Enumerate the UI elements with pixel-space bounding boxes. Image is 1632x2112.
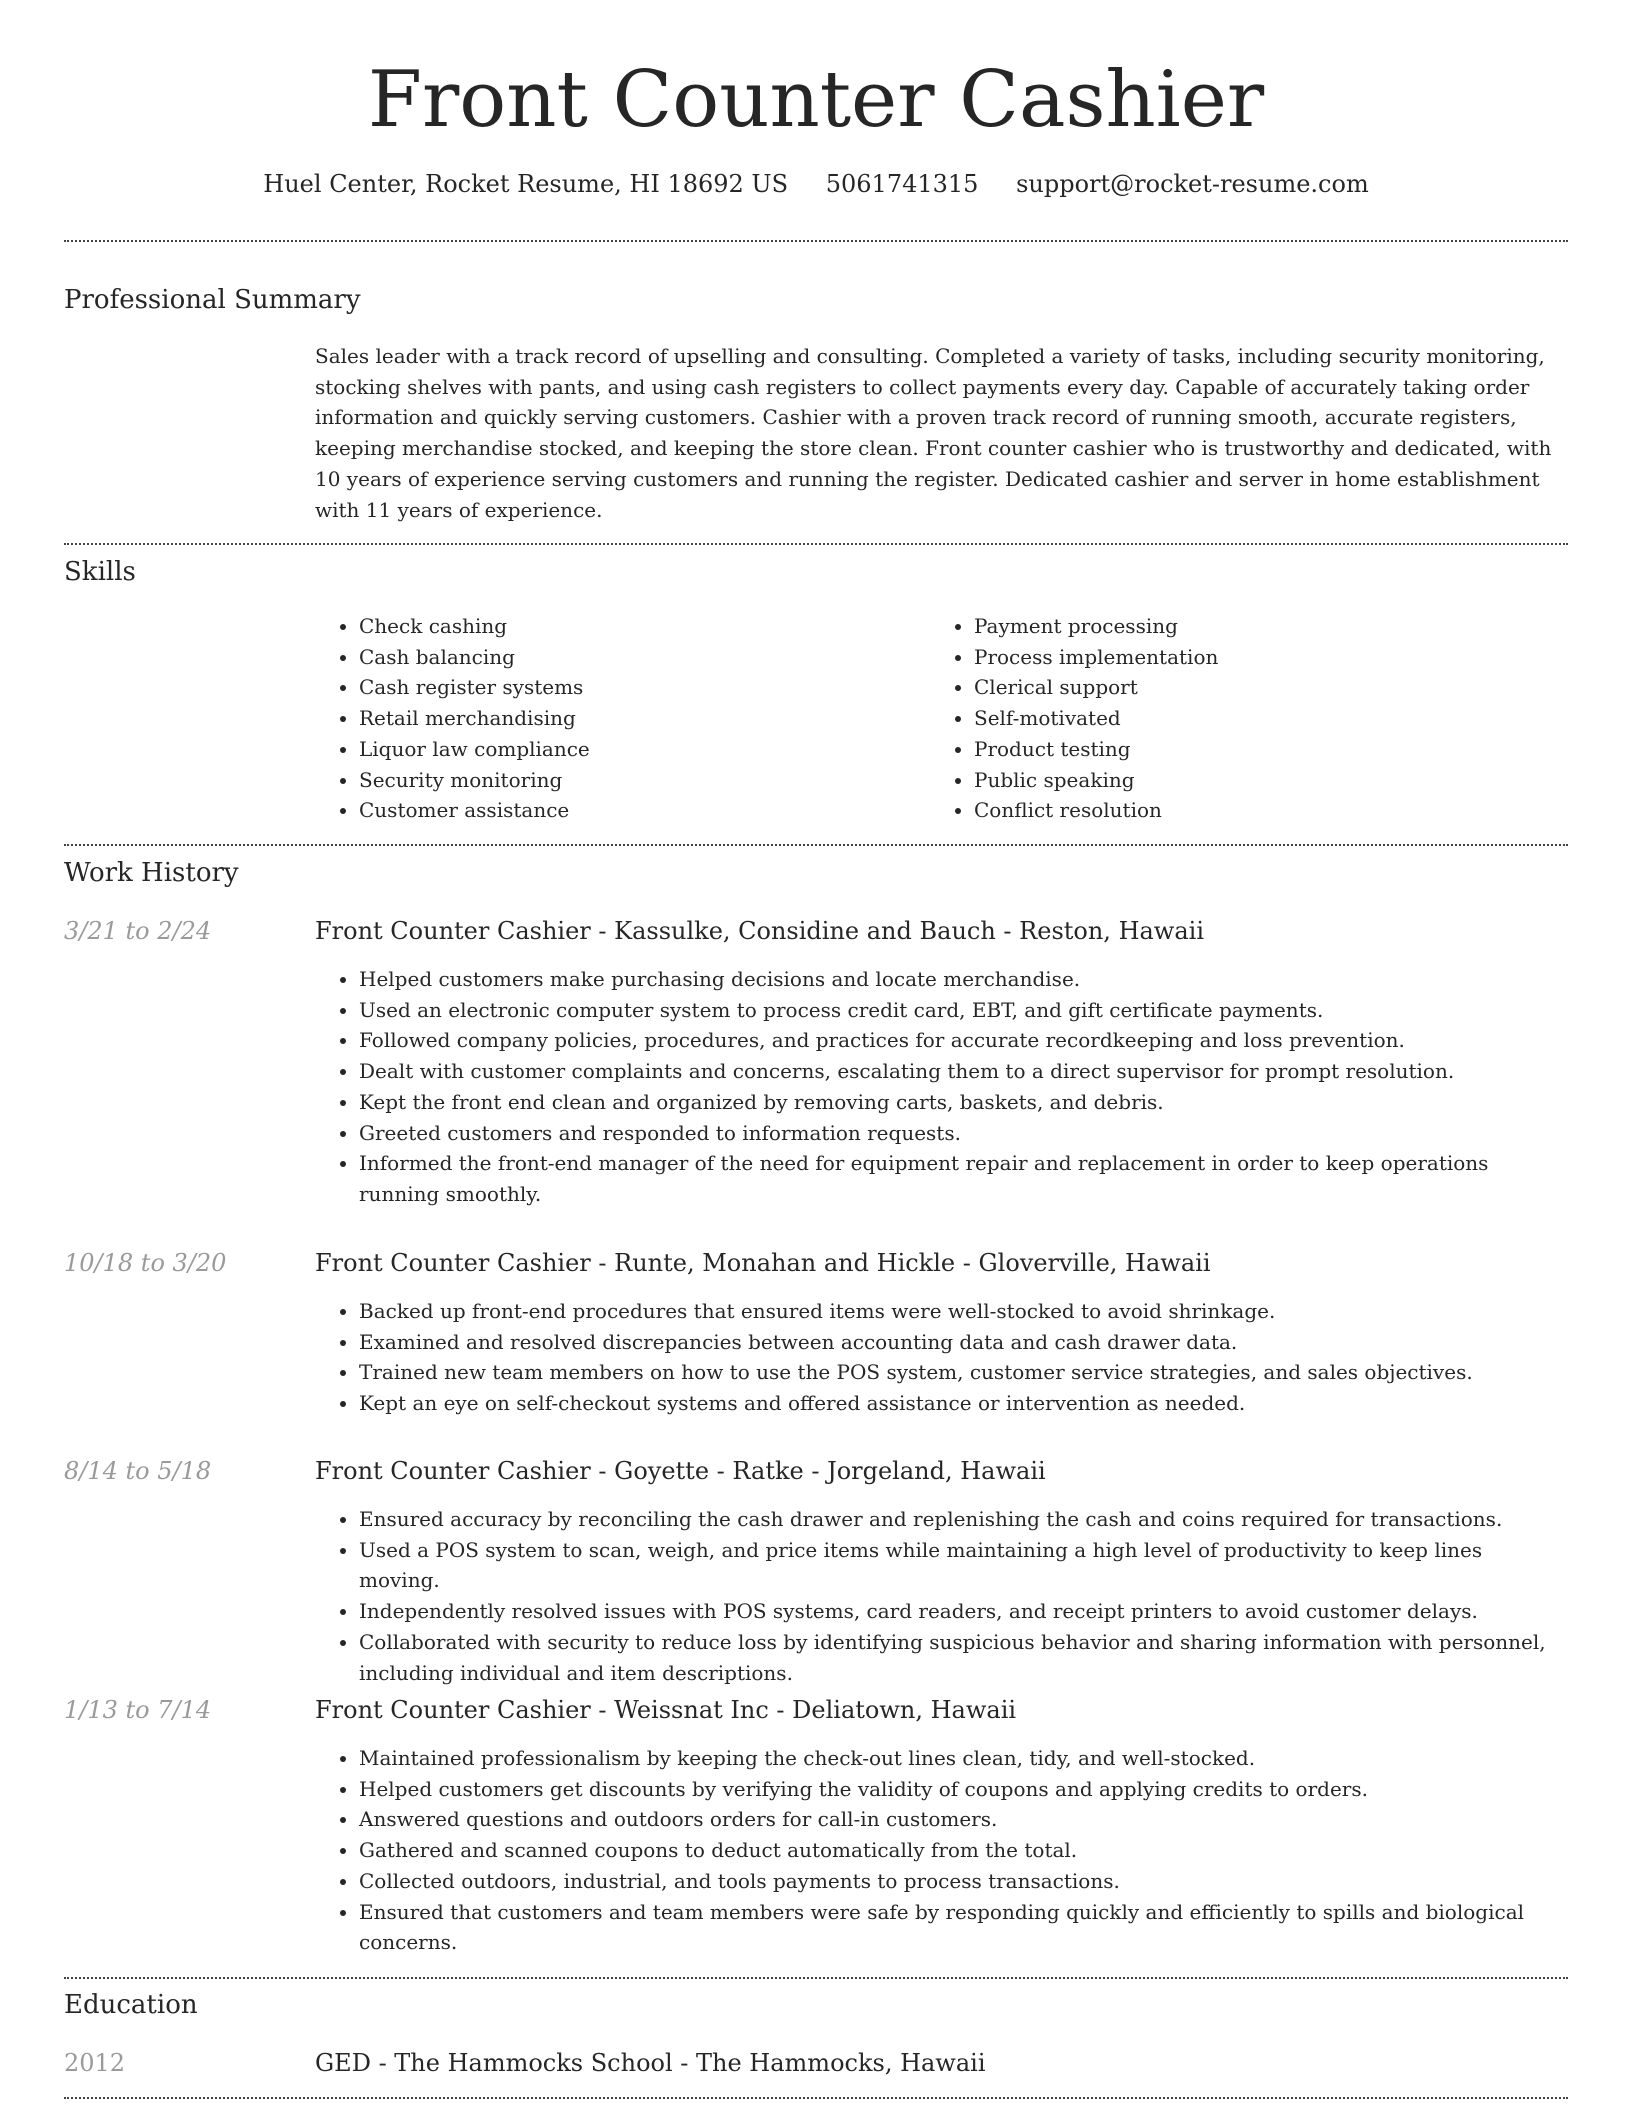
job-dates: 8/14 to 5/18 bbox=[64, 1457, 212, 1485]
skill-item: • Conflict resolution bbox=[974, 795, 1574, 826]
job-bullet: • Dealt with customer complaints and concerns, escalating them to a direct supervisor for prompt resolution. bbox=[359, 1056, 1568, 1087]
job-bullet: • Backed up front-end procedures that ensured items were well-stocked to avoid shrinkage. bbox=[359, 1296, 1568, 1327]
job-bullet: • Helped customers make purchasing decisions and locate merchandise. bbox=[359, 964, 1568, 995]
skill-item: • Security monitoring bbox=[359, 765, 929, 796]
divider bbox=[64, 844, 1568, 846]
section-title-summary: Professional Summary bbox=[64, 285, 361, 315]
job-bullet: • Kept the front end clean and organized by removing carts, baskets, and debris. bbox=[359, 1087, 1568, 1118]
skill-item: • Public speaking bbox=[974, 765, 1574, 796]
job-bullets bbox=[315, 1504, 1568, 1688]
job-bullet: • Informed the front-end manager of the need for equipment repair and replacement in order to keep operations running smoothly. bbox=[359, 1148, 1568, 1209]
job-bullet: • Kept an eye on self-checkout systems and offered assistance or intervention as needed. bbox=[359, 1388, 1568, 1419]
contact-phone: 5061741315 bbox=[825, 170, 979, 198]
job-heading: Front Counter Cashier - Weissnat Inc - Deliatown, Hawaii bbox=[315, 1696, 1017, 1724]
section-title-education: Education bbox=[64, 1990, 198, 2020]
job-bullet: • Ensured that customers and team members were safe by responding quickly and efficiently to spills and biological concerns. bbox=[359, 1897, 1568, 1958]
skills-list-left bbox=[315, 611, 929, 826]
skill-item: • Cash balancing bbox=[359, 642, 929, 673]
job-bullet: • Used an electronic computer system to process credit card, EBT, and gift certificate payments. bbox=[359, 995, 1568, 1026]
job-bullet: • Collected outdoors, industrial, and tools payments to process transactions. bbox=[359, 1866, 1568, 1897]
job-heading: Front Counter Cashier - Goyette - Ratke - Jorgeland, Hawaii bbox=[315, 1457, 1046, 1485]
job-bullet: • Independently resolved issues with POS systems, card readers, and receipt printers to avoid customer delays. bbox=[359, 1596, 1568, 1627]
job-dates: 1/13 to 7/14 bbox=[64, 1696, 212, 1724]
skill-item: • Self-motivated bbox=[974, 703, 1574, 734]
skill-item: • Check cashing bbox=[359, 611, 929, 642]
skill-item: • Customer assistance bbox=[359, 795, 929, 826]
skill-item: • Liquor law compliance bbox=[359, 734, 929, 765]
job-bullets bbox=[315, 1743, 1568, 1958]
job-dates: 10/18 to 3/20 bbox=[64, 1249, 227, 1277]
job-bullet: • Gathered and scanned coupons to deduct automatically from the total. bbox=[359, 1835, 1568, 1866]
job-bullets bbox=[315, 1296, 1568, 1419]
job-heading: Front Counter Cashier - Runte, Monahan and Hickle - Gloverville, Hawaii bbox=[315, 1249, 1211, 1277]
summary-text: Sales leader with a track record of upselling and consulting. Completed a variety of tasks, including security monitoring, stocking shelves with pants, and using cash registers to collect payments every day. Capable of accurately taking order information and quickly serving customers. Cashier with a proven track record of running smooth, accurate registers, keeping merchandise stocked, and keeping the store clean. Front counter cashier who is trustworthy and dedicated, with 10 years of experience serving customers and running the register. Dedicated cashier and server in home establishment with 11 years of experience. bbox=[315, 344, 1552, 522]
contact-line bbox=[64, 168, 1568, 200]
section-title-skills: Skills bbox=[64, 557, 136, 587]
skill-item: • Process implementation bbox=[974, 642, 1574, 673]
skill-item: • Cash register systems bbox=[359, 672, 929, 703]
job-bullet: • Collaborated with security to reduce loss by identifying suspicious behavior and sharing information with personnel, including individual and item descriptions. bbox=[359, 1627, 1568, 1688]
divider bbox=[64, 543, 1568, 545]
job-bullet: • Helped customers get discounts by verifying the validity of coupons and applying credits to orders. bbox=[359, 1774, 1568, 1805]
education-heading: GED - The Hammocks School - The Hammocks, Hawaii bbox=[315, 2049, 986, 2077]
job-bullet: • Greeted customers and responded to information requests. bbox=[359, 1118, 1568, 1149]
job-bullet: • Answered questions and outdoors orders for call-in customers. bbox=[359, 1804, 1568, 1835]
contact-email[interactable]: support@rocket-resume.com bbox=[1016, 170, 1369, 198]
education-year: 2012 bbox=[64, 2049, 126, 2077]
skill-item: • Retail merchandising bbox=[359, 703, 929, 734]
resume-name: Front Counter Cashier bbox=[367, 55, 1265, 145]
skill-item: • Payment processing bbox=[974, 611, 1574, 642]
skill-item: • Product testing bbox=[974, 734, 1574, 765]
job-heading: Front Counter Cashier - Kassulke, Considine and Bauch - Reston, Hawaii bbox=[315, 917, 1205, 945]
divider bbox=[64, 2097, 1568, 2099]
job-bullet: • Trained new team members on how to use the POS system, customer service strategies, and sales objectives. bbox=[359, 1357, 1568, 1388]
job-dates: 3/21 to 2/24 bbox=[64, 917, 212, 945]
skills-list-right bbox=[930, 611, 1574, 826]
divider bbox=[64, 240, 1568, 242]
contact-address: Huel Center, Rocket Resume, HI 18692 US bbox=[263, 170, 789, 198]
job-bullet: • Followed company policies, procedures, and practices for accurate recordkeeping and loss prevention. bbox=[359, 1025, 1568, 1056]
job-bullet: • Maintained professionalism by keeping the check-out lines clean, tidy, and well-stocked. bbox=[359, 1743, 1568, 1774]
divider bbox=[64, 1977, 1568, 1979]
job-bullet: • Examined and resolved discrepancies between accounting data and cash drawer data. bbox=[359, 1327, 1568, 1358]
job-bullet: • Ensured accuracy by reconciling the cash drawer and replenishing the cash and coins required for transactions. bbox=[359, 1504, 1568, 1535]
skill-item: • Clerical support bbox=[974, 672, 1574, 703]
section-title-work: Work History bbox=[64, 858, 239, 888]
job-bullets bbox=[315, 964, 1568, 1210]
job-bullet: • Used a POS system to scan, weigh, and price items while maintaining a high level of productivity to keep lines moving. bbox=[359, 1535, 1568, 1596]
